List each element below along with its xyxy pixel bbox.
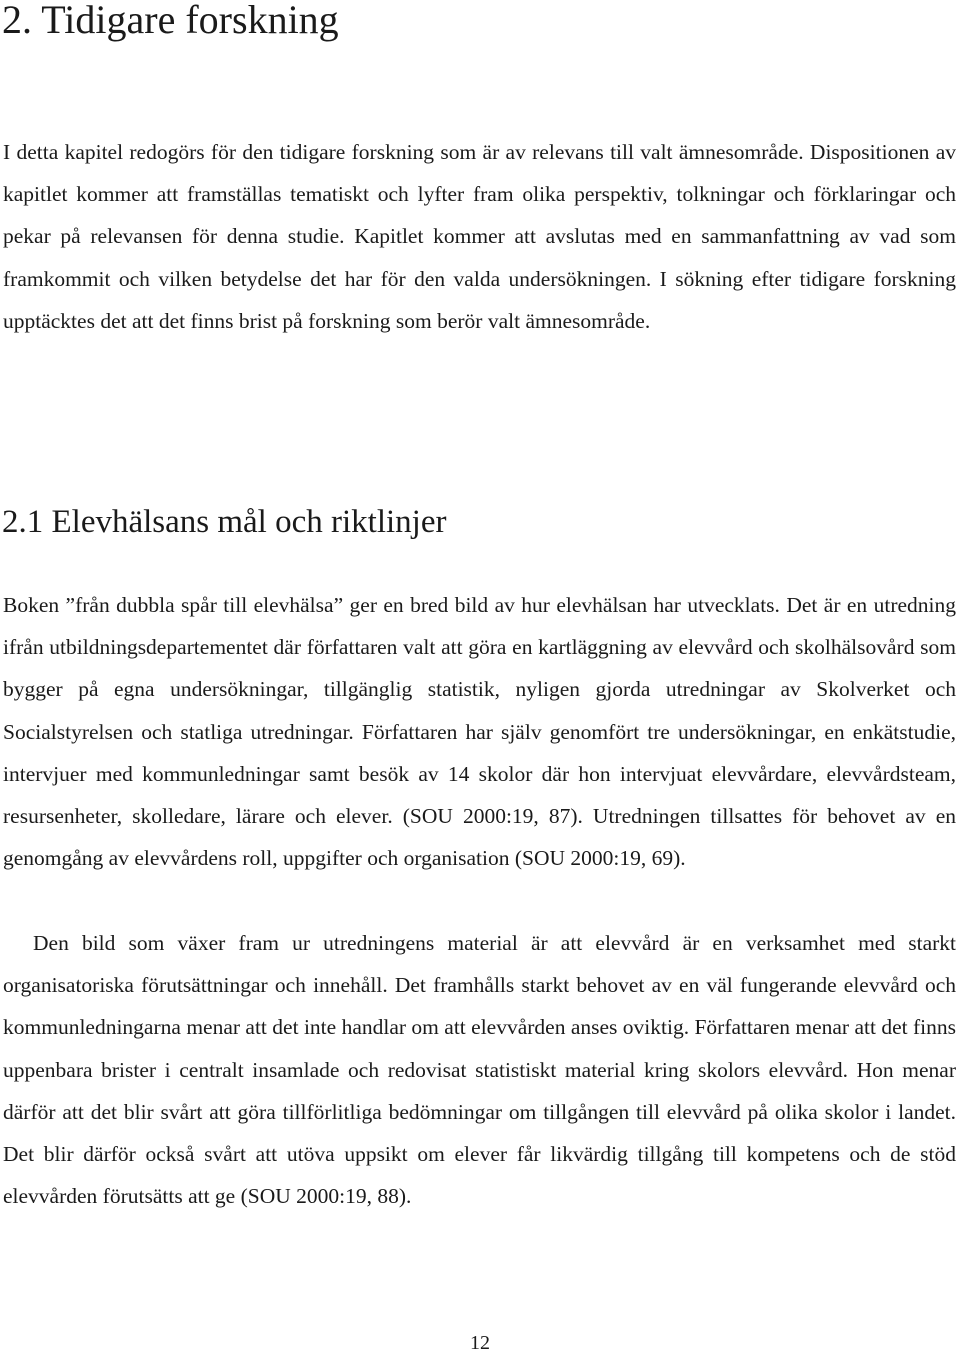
intro-paragraph: I detta kapitel redogörs för den tidigare forskning som är av relevans till valt ämnesområde. Dispositionen av kapitlet kommer att framställas tematiskt och lyfter fram olika perspektiv, tolkningar och förklaringar och pekar på relevansen för denna studie. Kapitlet kommer att avslutas med en sammanfattning av vad som framkommit och vilken betydelse det har för den valda undersökningen. I sökning efter tidigare forskning upptäcktes det att det finns brist på forskning som berör valt ämnesområde. [3, 140, 956, 333]
page-number: 12 [470, 1332, 490, 1354]
section-paragraph-1: Boken ”från dubbla spår till elevhälsa” ger en bred bild av hur elevhälsan har utvecklats. Det är en utredning ifrån utbildningsdepartementet där författaren valt att göra en kartläggning av elevvård och skolhälsovård som bygger på egna undersökningar, tillgänglig statistik, nyligen gjorda utredningar av Skolverket och Socialstyrelsen och statliga utredningar. Författaren har själv genomfört tre undersökningar, en enkätstudie, intervjuer med kommunledningar samt besök av 14 skolor där hon intervjuat elevvårdare, elevvårdsteam, resursenheter, skolledare, lärare och elever. (SOU 2000:19, 87). Utredningen tillsattes för behovet av en genomgång av elevvårdens roll, uppgifter och organisation (SOU 2000:19, 69). [3, 593, 956, 871]
chapter-heading: 2. Tidigare forskning [2, 0, 339, 42]
section-heading: 2.1 Elevhälsans mål och riktlinjer [2, 504, 447, 540]
section-paragraph-2: Den bild som växer fram ur utredningens material är att elevvård är en verksamhet med starkt organisatoriska förutsättningar och innehåll. Det framhålls starkt behovet av en väl fungerande elevvård och kommunledningarna menar att det inte handlar om att elevvården anses oviktig. Författaren menar att det finns uppenbara brister i centralt insamlade och redovisat statistiskt material kring skolors elevvård. Hon menar därför att det blir svårt att göra tillförlitliga bedömningar om tillgången till elevvård på olika skolor i landet. Det blir därför också svårt att utöva uppsikt om elever får likvärdig tillgång till kompetens och de stöd elevvården förutsätts att ge (SOU 2000:19, 88). [3, 931, 956, 1209]
